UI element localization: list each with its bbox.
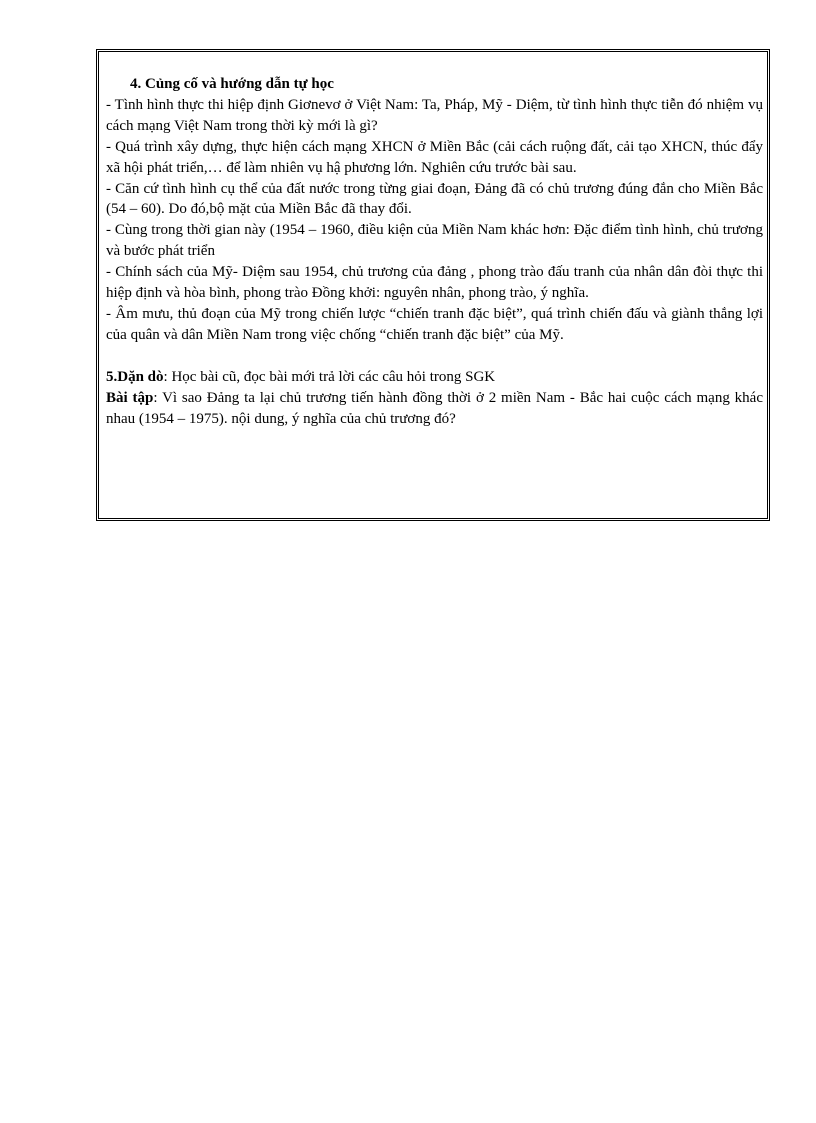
spacer bbox=[106, 346, 763, 367]
section-5-text: : Học bài cũ, đọc bài mới trả lời các câu hỏi trong SGK bbox=[163, 368, 496, 385]
section-4-item-1: - Tình hình thực thi hiệp định Giơnevơ ở Việt Nam: Ta, Pháp, Mỹ - Diệm, từ tình hình thực tiễn đó nhiệm vụ cách mạng Việt Nam trong thời kỳ mới là gì? bbox=[106, 96, 763, 134]
lesson-content bbox=[106, 74, 763, 430]
section-5 bbox=[106, 367, 763, 388]
section-4-item-4: - Cùng trong thời gian này (1954 – 1960, điều kiện của Miền Nam khác hơn: Đặc điểm tình hình, chủ trương và bước phát triển bbox=[106, 222, 763, 260]
section-4-heading: 4. Củng cố và hướng dẫn tự học bbox=[130, 76, 334, 92]
exercise bbox=[106, 388, 763, 430]
section-4-item-6: - Âm mưu, thủ đoạn của Mỹ trong chiến lược “chiến tranh đặc biệt”, quá trình chiến đấu và giành thắng lợi của quân và dân Miền Nam trong việc chống “chiến tranh đặc biệt” của Mỹ. bbox=[106, 305, 763, 343]
section-5-label: 5.Dặn dò bbox=[106, 368, 164, 385]
exercise-text: : Vì sao Đảng ta lại chủ trương tiến hành đồng thời ở 2 miền Nam - Bắc hai cuộc cách mạng khác nhau (1954 – 1975). nội dung, ý nghĩa của chủ trương đó? bbox=[106, 389, 763, 427]
lesson-box bbox=[96, 49, 770, 521]
section-4-item-5: - Chính sách của Mỹ- Diệm sau 1954, chủ trương của đảng , phong trào đấu tranh của nhân dân đòi thực thi hiệp định và hòa bình, phong trào Đồng khởi: nguyên nhân, phong trào, ý nghĩa. bbox=[106, 264, 763, 302]
section-4-item-3: - Căn cứ tình hình cụ thể của đất nước trong từng giai đoạn, Đảng đã có chủ trương đúng đắn cho Miền Bắc (54 – 60). Do đó,bộ mặt của Miền Bắc đã thay đổi. bbox=[106, 180, 763, 218]
exercise-label: Bài tập bbox=[106, 389, 154, 406]
section-4-item-2: - Quá trình xây dựng, thực hiện cách mạng XHCN ở Miền Bắc (cải cách ruộng đất, cải tạo XHCN, thúc đẩy xã hội phát triển,… để làm nhiên vụ hậ phương lớn. Nghiên cứu trước bài sau. bbox=[106, 138, 763, 176]
